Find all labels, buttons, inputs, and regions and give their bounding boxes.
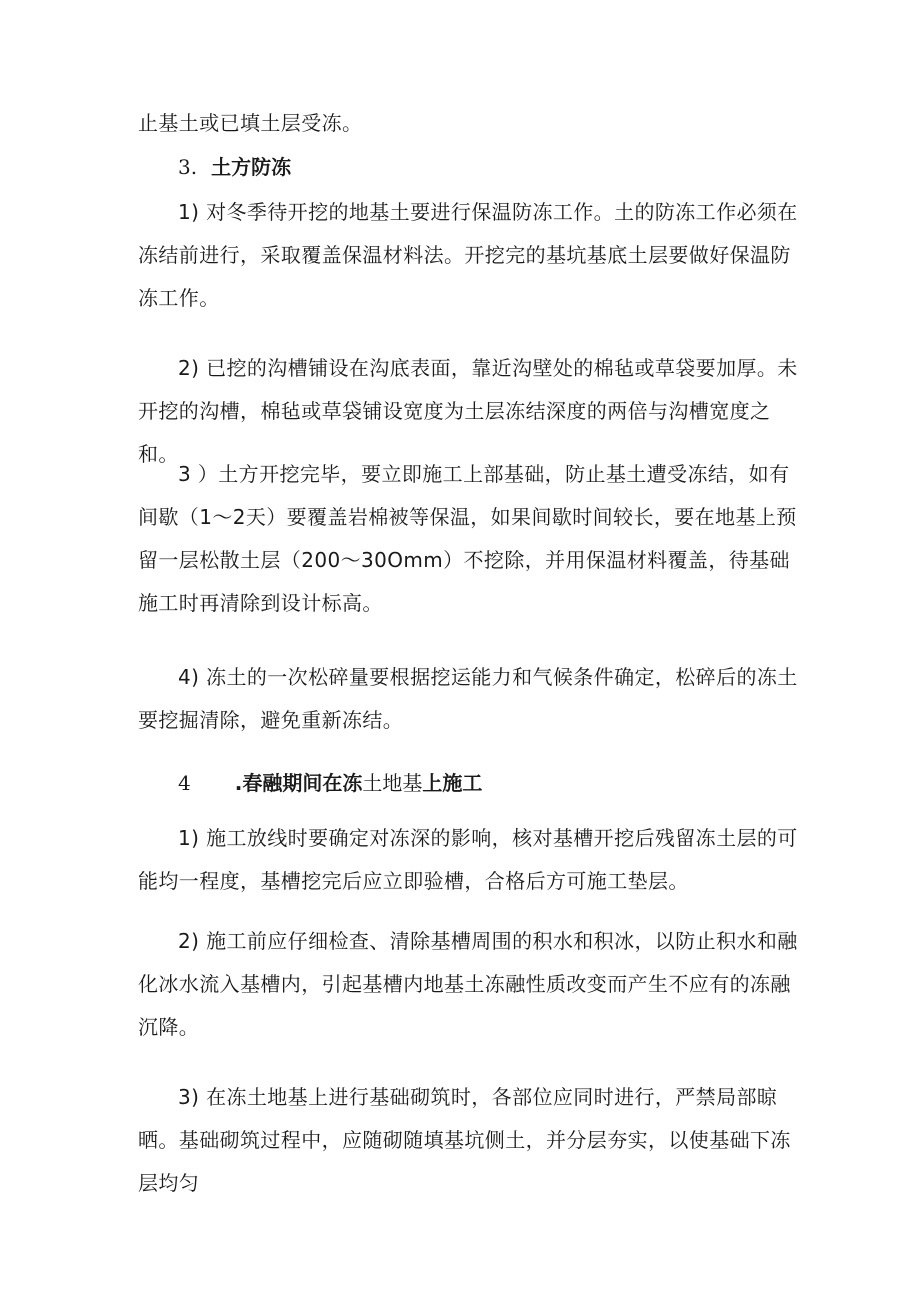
section-4-title-part2: 土地基 <box>362 771 423 795</box>
section-3-number: 3. <box>178 155 198 179</box>
section-4-number: 4 <box>178 771 191 795</box>
section-4-heading <box>178 768 482 798</box>
section-3-item-4: 4) 冻土的一次松碎量要根据挖运能力和气候条件确定，松碎后的冻土要挖掘清除，避免重新冻结。 <box>138 665 798 732</box>
section-4-item-1: 1) 施工放线时要确定对冻深的影响，核对基槽开挖后残留冻土层的可能均一程度，基槽挖完后应立即验槽，合格后方可施工垫层。 <box>138 826 798 893</box>
paragraph-continuation: 止基土或已填土层受冻。 <box>138 111 363 135</box>
section-3-item-1: 1) 对冬季待开挖的地基土要进行保温防冻工作。土的防冻工作必须在冻结前进行，采取覆盖保温材料法。开挖完的基坑基底土层要做好保温防冻工作。 <box>138 200 798 310</box>
section-4-item-3: 3) 在冻土地基上进行基础砌筑时，各部位应同时进行，严禁局部晾晒。基础砌筑过程中，应随砌随填基坑侧土，并分层夯实，以使基础下冻层均匀 <box>138 1085 791 1195</box>
section-4-title-part1: .春融期间在冻 <box>234 771 363 795</box>
section-4-item-2: 2) 施工前应仔细检查、清除基槽周围的积水和积冰，以防止积水和融化冰水流入基槽内，引起基槽内地基土冻融性质改变而产生不应有的冻融沉降。 <box>138 929 798 1039</box>
section-3-heading <box>178 152 291 182</box>
section-3-item-2: 2) 已挖的沟槽铺设在沟底表面，靠近沟壁处的棉毡或草袋要加厚。未开挖的沟槽，棉毡或草袋铺设宽度为土层冻结深度的两倍与沟槽宽度之和。 <box>138 356 798 466</box>
section-3-item-3: 3 ）土方开挖完毕，要立即施工上部基础，防止基土遭受冻结，如有间歇（1〜2天）要覆盖岩棉被等保温，如果间歇时间较长，要在地基上预留一层松散土层（200〜30Omm）不挖除，并用保温材料覆盖，待基础施工时再清除到设计标高。 <box>138 462 797 615</box>
section-4-title-part3: 上施工 <box>422 771 483 795</box>
section-3-title: 土方防冻 <box>211 155 292 179</box>
